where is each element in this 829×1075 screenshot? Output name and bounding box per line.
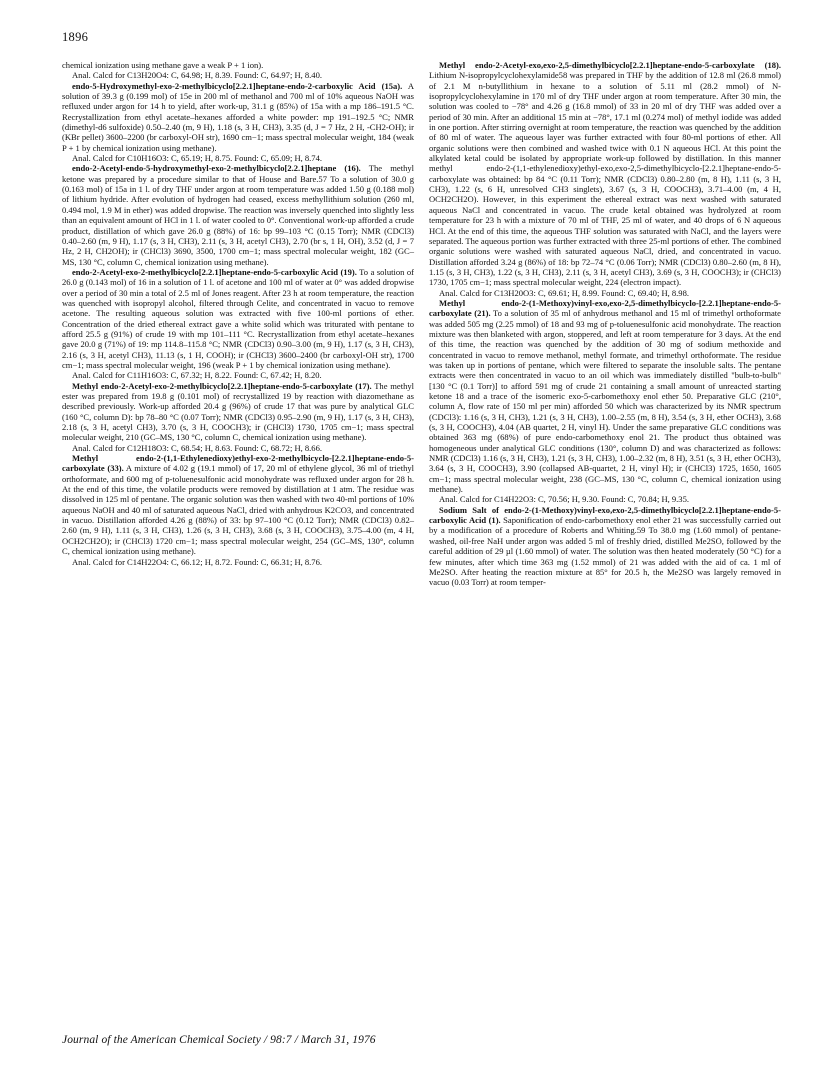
paragraph (429, 505, 781, 588)
compound-heading: endo-2-Acetyl-endo-5-hydroxymethyl-exo-2-methylbicyclo[2.2.1]heptane (16). (72, 163, 361, 174)
paragraph-text: Anal. Calcd for C11H16O3: C, 67.32; H, 8.22. Found: C, 67.42; H, 8.20. (72, 370, 322, 381)
page-number: 1896 (62, 30, 89, 44)
paragraph-text: Anal. Calcd for C13H20O3: C, 69.61; H, 8.99. Found: C, 69.40; H, 8.98. (439, 287, 689, 298)
paragraph-text: Anal. Calcd for C14H22O4: C, 66.12; H, 8.72. Found: C, 66.31; H, 8.76. (72, 556, 322, 567)
left-column (62, 60, 414, 567)
paragraph (62, 267, 414, 370)
right-column (429, 60, 781, 588)
paragraph (62, 81, 414, 153)
compound-heading: Methyl endo-2-(1,1-Ethylenedioxy)ethyl-exo-2-methylbicyclo-[2.2.1]heptane-endo-5-carboxylate (33). (62, 453, 414, 474)
paragraph (429, 494, 781, 504)
paragraph (62, 443, 414, 453)
paragraph (62, 70, 414, 80)
paragraph (62, 453, 414, 556)
paragraph (62, 557, 414, 567)
paragraph (429, 298, 781, 495)
compound-heading: Methyl endo-2-Acetyl-exo,exo-2,5-dimethylbicyclo[2.2.1]heptane-endo-5-carboxylate (18). (439, 60, 781, 70)
paragraph-text: Anal. Calcd for C12H18O3: C, 68.54; H, 8.63. Found: C, 68.72; H, 8.66. (72, 442, 322, 453)
paragraph-text: To a solution of 26.0 g (0.143 mol) of 16 in a solution of 1 l. of acetone and 100 ml of water at 0° was added dropwise over a period of 30 min a total of 2.5 ml of Jones reagent. After 23 h at room temperature, the reaction was quenched with isopropyl alcohol, filtered through Celite, and concentrated in vacuo to remove acetone. The resulting aqueous solution was extracted with five 100-ml portions of ether. Concentration of the dried ethereal extract gave a white solid which was triturated with pentane to afford 25.5 g (91%) of crude 19 with mp 101–111 °C. Recrystallization from ethyl acetate–hexanes gave 20.0 g (71%) of 19: mp 114.8–115.8 °C; NMR (CDCl3) 0.90–3.00 (m, 9 H), 1.17 (s, 3 H, CH3), 2.16 (s, 3 H, acetyl CH3), 11.13 (s, 1 H, COOH); ir (CHCl3) 3600–2400 (br carboxyl-OH str), 1700 cm−1; mass spectral molecular weight, 196 (weak P + 1 by chemical ionization using methane). (62, 266, 414, 370)
journal-footer: Journal of the American Chemical Society / 98:7 / March 31, 1976 (62, 1034, 376, 1046)
paragraph (62, 381, 414, 443)
paragraph-text: Anal. Calcd for C14H22O3: C, 70.56; H, 9.30. Found: C, 70.84; H, 9.35. (439, 494, 689, 505)
paragraph-text: The methyl ketone was prepared by a procedure similar to that of House and Bare.57 To a solution of 30.0 g (0.163 mol) of 15a in 1 l. of dry THF under argon at room temperature was added 1.50 g (0.188 mol) of lithium hydride. After evolution of hydrogen had ceased, excess methyllithium solution (260 ml, 0.494 mol, 1.9 M in ether) was added dropwise. The reaction was inversely quenched into slightly less than an equivalent amount of HCl in 1 l. of water cooled to 0°. Conventional work-up afforded a crude product, distillation of which gave 26.0 g (88%) of 16: bp 99–103 °C (0.15 Torr); NMR (CDCl3) 0.40–2.60 (m, 9 H), 1.17 (s, 3 H, CH3), 2.11 (s, 3 H, acetyl CH3), 2.70 (br s, 1 H, OH), 3.52 (d, J = 7 Hz, 2 H, CH2OH); ir (CHCl3) 3690, 3500, 1700 cm−1; mass spectral molecular weight, 182 (GC–MS, 130 °C, column C, chemical ionization using methane). (62, 163, 414, 267)
compound-heading: endo-2-Acetyl-exo-2-methylbicyclo[2.2.1]heptane-endo-5-carboxylic Acid (19). (72, 266, 357, 277)
paragraph-text: chemical ionization using methane gave a weak P + 1 ion). (62, 60, 264, 70)
paragraph (62, 153, 414, 163)
paragraph-text: Saponification of endo-carbomethoxy enol ether 21 was successfully carried out by a modification of a procedure of Roberts and Whiting.59 To 38.0 mg (1.60 mmol) of pentane-washed, oil-free NaH under argon was added 5 ml of freshly dried, distilled Me2SO, followed by the careful addition of 29 µl (1.60 mmol) of water. The solution was then heated moderately (50 °C) for a few minutes, after which time 363 mg (1.52 mmol) of 21 was added with the aid of ca. 1 ml of Me2SO. After heating the reaction mixture at 85° for 20.5 h, the Me2SO was largely removed in vacuo (0.03 Torr) at room temper- (429, 515, 781, 588)
paragraph (62, 370, 414, 380)
paragraph-text: Lithium N-isopropylcyclohexylamide58 was prepared in THF by the addition of 12.8 ml (26.8 mmol) of 2.1 M n-butyllithium in hexane to a solution of 5.11 ml (28.2 mmol) of N-isopropylcyclohexylamine in 170 ml of dry THF under argon at room temperature. After 30 min, the solution was cooled to −78° and 4.26 g (16.8 mmol) of 33 in 20 ml of dry THF was added over a period of 30 min. After an additional 15 min at −78°, 17.1 ml (0.274 mol) of methyl iodide was added in one portion. After stirring overnight at room temperature, the reaction was quenched by the addition of 80 ml of water. The aqueous layer was further extracted with four 80-ml portions of ether. All organic solutions were then combined and washed twice with 0.1 N aqueous HCl. At this point the alkylated ketal could be isolated by appropriate work-up followed by distillation. In this manner methyl endo-2-(1,1-ethylenedioxy)ethyl-exo,exo-2,5-dimethylbicyclo-[2.2.1]heptane-endo-5-carboxylate was obtained: bp 84 °C (0.11 Torr); NMR (CDCl3) 0.80–2.80 (m, 8 H), 1.11 (s, 3 H, CH3), 1.22 (s, 6 H, unresolved CH3 singlets), 3.67 (s, 3 H, COOCH3), 3.71–4.00 (m, 4 H, OCH2CH2O). However, in this experiment the ethereal extract was next washed with saturated aqueous NaCl and concentrated in vacuo. The crude ketal obtained was hydrolyzed at room temperature for 23 h with a mixture of 70 ml of THF, 25 ml of water, and 40 drops of 6 N aqueous HCl. At the end of this time, the aqueous THF solution was saturated with NaCl, and the layers were separated. The aqueous portion was further extracted with three 25-ml portions of ether. The combined organic solutions were washed with saturated aqueous NaCl, dried, and concentrated in vacuo. Distillation afforded 3.24 g (86%) of 18: bp 72–74 °C (0.06 Torr); NMR (CDCl3) 0.80–2.60 (m, 8 H), 1.15 (s, 3 H, CH3), 1.22 (s, 3 H, CH3), 2.11 (s, 3 H, acetyl CH3), 3.69 (s, 3 H, COOCH3); ir (CHCl3) 1730, 1705 cm−1; mass spectral molecular weight, 224 (electron impact). (429, 70, 781, 288)
paragraph-text: A solution of 39.3 g (0.199 mol) of 15e in 200 ml of methanol and 700 ml of 10% aqueous NaOH was refluxed under argon for 14 h to yield, after work-up, 31.1 g (85%) of 15a with a mp 186–191.5 °C. Recrystallization from ethyl acetate–hexanes afforded a white powder: mp 191–192.5 °C; NMR (dimethyl-d6 sulfoxide) 0.50–2.40 (m, 9 H), 1.18 (s, 3 H, CH3), 3.35 (d, J = 7 Hz, 2 H, -CH2-OH); ir (KBr pellet) 3600–2200 (br carboxyl-OH str), 1690 cm−1; mass spectral molecular weight, 184 (weak P + 1 by chemical ionization using methane). (62, 80, 414, 153)
paragraph-text: Anal. Calcd for C10H16O3: C, 65.19; H, 8.75. Found: C, 65.09; H, 8.74. (72, 153, 322, 164)
compound-heading: Sodium Salt of endo-2-(1-Methoxy)vinyl-exo,exo-2,5-dimethylbicyclo[2.2.1]heptane-endo-5-carboxylic Acid (1). (429, 504, 781, 526)
paragraph (429, 60, 781, 288)
paragraph-text: A mixture of 4.02 g (19.1 mmol) of 17, 20 ml of ethylene glycol, 36 ml of triethyl orthoformate, and 600 mg of p-toluenesulfonic acid monohydrate was refluxed under argon for 28 h. At the end of this time, the volatile products were removed by distillation at 1 atm. The residue was dissolved in 125 ml of pentane. The organic solution was then washed with two 40-ml portions of 10% aqueous NaOH and 40 ml of saturated aqueous NaCl, dried with anhydrous K2CO3, and concentrated in vacuo. Distillation afforded 4.26 g (88%) of 33: bp 97–100 °C (0.12 Torr); NMR (CDCl3) 0.82–2.60 (m, 9 H), 1.11 (s, 3 H, CH3), 1.26 (s, 3 H, CH3), 3.68 (s, 3 H, COOCH3), 3.75–4.00 (m, 4 H, OCH2CH2O); ir (CHCl3) 1720 cm−1; mass spectral molecular weight, 254 (GC–MS, 130°, column C, chemical ionization using methane). (62, 463, 414, 557)
compound-heading: endo-5-Hydroxymethyl-exo-2-methylbicyclo[2.2.1]heptane-endo-2-carboxylic Acid (15a). (72, 80, 403, 91)
paragraph (62, 163, 414, 266)
paragraph-text: The methyl ester was prepared from 19.8 g (0.101 mol) of recrystallized 19 by reaction with diazomethane as described previously. Work-up afforded 20.4 g (96%) of crude 17 that was pure by analytical GLC (160 °C, column D): bp 78–80 °C (0.07 Torr); NMR (CDCl3) 0.95–2.90 (m, 9 H), 1.17 (s, 3 H, CH3), 2.18 (s, 3 H, acetyl CH3), 3.70 (s, 3 H, COOCH3); ir (CHCl3) 1730, 1705 cm−1; mass spectral molecular weight, 210 (GC–MS, 130 °C, column C, chemical ionization using methane). (62, 380, 414, 443)
compound-heading: Methyl endo-2-(1-Methoxy)vinyl-exo,exo-2,5-dimethylbicyclo-[2.2.1]heptane-endo-5-carboxylate (21). (429, 297, 781, 319)
compound-heading: Methyl endo-2-Acetyl-exo-2-methylbicyclo[2.2.1]heptane-endo-5-carboxylate (17). (72, 380, 372, 391)
paragraph (429, 288, 781, 298)
paragraph-text: To a solution of 35 ml of anhydrous methanol and 15 ml of trimethyl orthoformate was added 505 mg (2.25 mmol) of 18 and 93 mg of p-toluenesulfonic acid monohydrate. The reaction mixture was then blanketed with argon, stoppered, and left at room temperature for 3 days. At the end of this time, the reaction was quenched by the addition of 30 mg of sodium methoxide and concentrated in vacuo to remove methanol, methyl formate, and trimethyl orthoformate. The residue was taken up in portions of pentane, which were filtered to separate the insoluble salts. The pentane extracts were then concentrated in vacuo to an oil which was immediately distilled "bulb-to-bulb" [130 °C (0.1 Torr)] to afford 591 mg of crude 21 containing a small amount of unreacted starting ketone 18 and a trace of the isomeric exo-5-carbomethoxy enol ether 50. Preparative GLC (210°, column A, flow rate of 150 ml per min) afforded 50 which was characterized by its NMR spectrum (CDCl3): 1.16 (s, 3 H, CH3), 1.21 (s, 3 H, CH3), 1.00–2.55 (m, 8 H), 3.54 (s, 3 H, ether OCH3), 3.68 (s, 3 H, COOCH3), 4.04 (AB quartet, 2 H, vinyl H). Under the same preparative GLC conditions was obtained 363 mg (68%) of pure endo-carbomethoxy enol 21. The product thus obtained was homogeneous under analytical GLC conditions (130°, column D) and was characterized as follows: NMR (CDCl3) 1.16 (s, 3 H, CH3), 1.21 (s, 3 H, CH3), 1.00–2.32 (m, 8 H), 3.51 (s, 3 H, ether OCH3), 3.64 (s, 3 H, COOCH3), 3.90 (collapsed AB-quartet, 2 H, vinyl H); ir (CHCl3) 1725, 1650, 1605 cm−1; mass spectral molecular weight, 238 (GC–MS, 130 °C, column C, chemical ionization using methane). (429, 308, 781, 495)
paragraph (62, 60, 414, 70)
paragraph-text: Anal. Calcd for C13H20O4: C, 64.98; H, 8.39. Found: C, 64.97; H, 8.40. (72, 70, 322, 81)
